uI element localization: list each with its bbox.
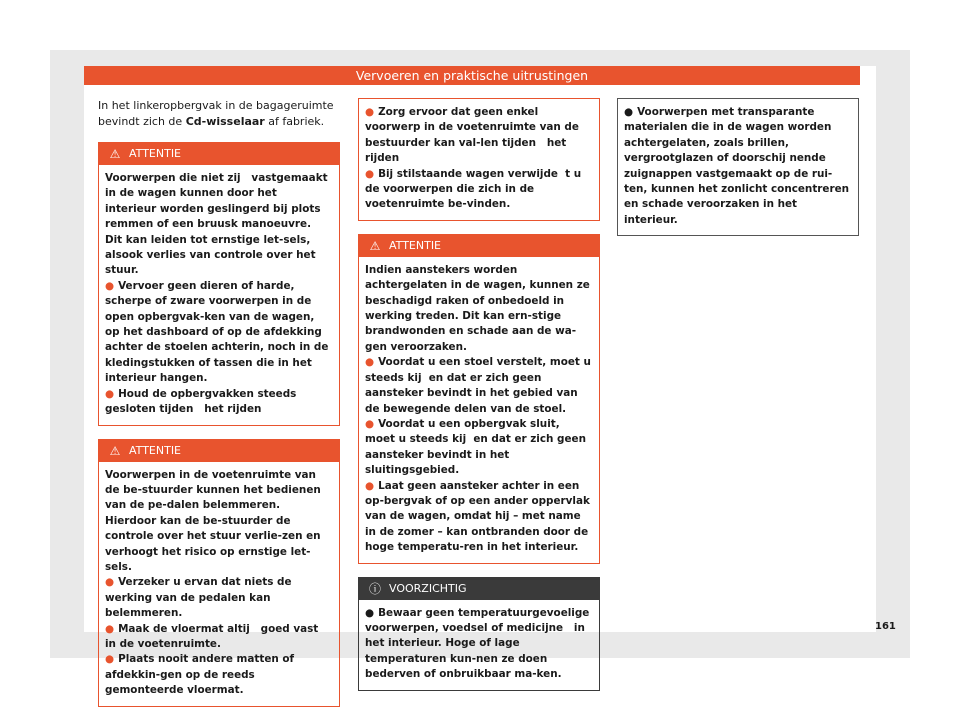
warning-body: [359, 99, 599, 220]
cd-changer-term: Cd-wisselaar: [185, 115, 265, 128]
list-item-text: Houd de opbergvakken steeds gesloten tijden het rijden: [105, 387, 297, 416]
warning-body: [99, 165, 339, 425]
bullet-icon: ●: [365, 106, 375, 118]
list-item-text: Bewaar geen temperatuurgevoelige voorwerpen, voedsel of medicijne in het interieur. Hoge of lage temperaturen kun-nen ze doen bederven of onbruikbaar ma-ken.: [365, 606, 590, 681]
info-circle-icon: ⓘ: [369, 581, 382, 596]
list-item: [105, 387, 331, 418]
warning-header: [359, 235, 599, 257]
list-item: [105, 652, 331, 698]
column-1: [98, 98, 340, 708]
caution-box-temperature: [358, 577, 600, 691]
warning-triangle-icon: ⚠: [369, 238, 381, 253]
list-item-text: Voordat u een stoel verstelt, moet u steeds kij en dat er zich geen aansteker bevindt in het gebied van de bewegende delen van de stoel.: [365, 356, 591, 415]
list-item-text: Bij stilstaande wagen verwijde t u de voorwerpen die zich in de voetenruimte be-vinden.: [365, 167, 582, 211]
warning-lead-text: Indien aanstekers worden achtergelaten in de wagen, kunnen ze beschadigd raken of onbedoeld in werking treden. Dit kan ern-stige brandwonden en schade aan de wa-gen veroorzaken.: [365, 263, 590, 353]
caution-body: [618, 99, 858, 235]
list-item: [365, 479, 591, 556]
warning-body: [359, 257, 599, 563]
column-2: [358, 98, 600, 704]
column-3: [617, 98, 859, 249]
list-item: [624, 105, 850, 228]
list-item: [105, 622, 331, 653]
intro-text: In het linkeropbergvak in de bagageruimte bevindt zich de: [98, 99, 334, 128]
list-item: [365, 167, 591, 213]
warning-label: ATTENTIE: [389, 238, 442, 252]
list-item-text: Verzeker u ervan dat niets de werking van de pedalen kan belemmeren.: [105, 576, 292, 620]
warning-label: ATTENTIE: [129, 147, 182, 160]
intro-paragraph: [98, 98, 340, 130]
warning-box-footwell: [98, 439, 340, 707]
list-item-text: Vervoer geen dieren of harde, scherpe of zware voorwerpen in de open opbergvak-ken van de wagen, op het dashboard of op de afdekking achter de stoelen achterin, noch in de kledingstukken of tassen die in het interieur hangen.: [105, 279, 329, 385]
list-item: [365, 355, 591, 417]
caution-header: [359, 578, 599, 600]
bullet-icon: ●: [365, 356, 375, 369]
bullet-icon: ●: [105, 387, 115, 400]
warning-triangle-icon: ⚠: [109, 443, 121, 458]
bullet-icon: ●: [105, 279, 115, 292]
warning-label: ATTENTIE: [129, 443, 182, 457]
caution-box-continued: [617, 98, 859, 236]
list-item: [365, 606, 591, 683]
list-item: [105, 575, 331, 621]
caution-label: VOORZICHTIG: [389, 581, 467, 595]
warning-triangle-icon: ⚠: [109, 147, 121, 161]
bullet-icon: ●: [365, 167, 375, 180]
warning-box-lighters: [358, 234, 600, 564]
bullet-icon: ●: [365, 479, 375, 492]
intro-text-end: af fabriek.: [264, 115, 325, 128]
bullet-icon: ●: [105, 622, 115, 635]
list-item-text: Voorwerpen met transparante materialen die in de wagen worden achtergelaten, zoals brillen, vergrootglazen of doorschij nende zuignappen vastgemaakt op de rui-ten, kunnen het zonlicht concentreren en schade veroorzaken in het interieur.: [624, 106, 850, 226]
list-item-text: Plaats nooit andere matten of afdekkin-gen op de reeds gemonteerde vloermat.: [105, 653, 295, 697]
page-number: 161: [875, 621, 896, 632]
list-item: [105, 279, 331, 387]
list-item-text: Maak de vloermat altij goed vast in de voetenruimte.: [105, 622, 319, 650]
warning-box-continued: [358, 98, 600, 221]
bullet-icon: ●: [105, 576, 115, 589]
caution-body: [359, 600, 599, 690]
warning-lead-text: Voorwerpen in de voetenruimte van de be-stuurder kunnen het bedienen van de pe-dalen belemmeren. Hierdoor kan de be-stuurder de controle over het stuur verlie-zen en verhoogt het risico op ernstige let-sels.: [105, 468, 321, 573]
bullet-icon: ●: [624, 106, 634, 118]
warning-lead-text: Voorwerpen die niet zij vastgemaakt in de wagen kunnen door het interieur worden geslingerd bij plots remmen of een bruusk manoeuvre. Dit kan leiden tot ernstige let-sels, alsook verlies van controle over het stuur.: [105, 172, 328, 277]
warning-header: [99, 143, 339, 165]
list-item-text: Laat geen aansteker achter in een op-bergvak of op een ander oppervlak van de wagen, omdat hij – met name in de zomer – kan ontbranden door de hoge temperatu-ren in het interieur.: [365, 479, 590, 554]
bullet-icon: ●: [365, 417, 375, 430]
bullet-icon: ●: [105, 653, 115, 666]
list-item: [365, 105, 591, 167]
list-item-text: Zorg ervoor dat geen enkel voorwerp in de voetenruimte van de bestuurder kan val-len tijden het rijden: [365, 106, 579, 165]
bullet-icon: ●: [365, 606, 375, 619]
list-item-text: Voordat u een opbergvak sluit, moet u steeds kij en dat er zich geen aansteker bevindt in het sluitingsgebied.: [365, 417, 586, 477]
warning-box-loose-objects: [98, 142, 340, 426]
list-item: [365, 417, 591, 479]
warning-body: [99, 462, 339, 706]
warning-header: [99, 440, 339, 462]
chapter-header: Vervoeren en praktische uitrustingen: [84, 66, 860, 85]
